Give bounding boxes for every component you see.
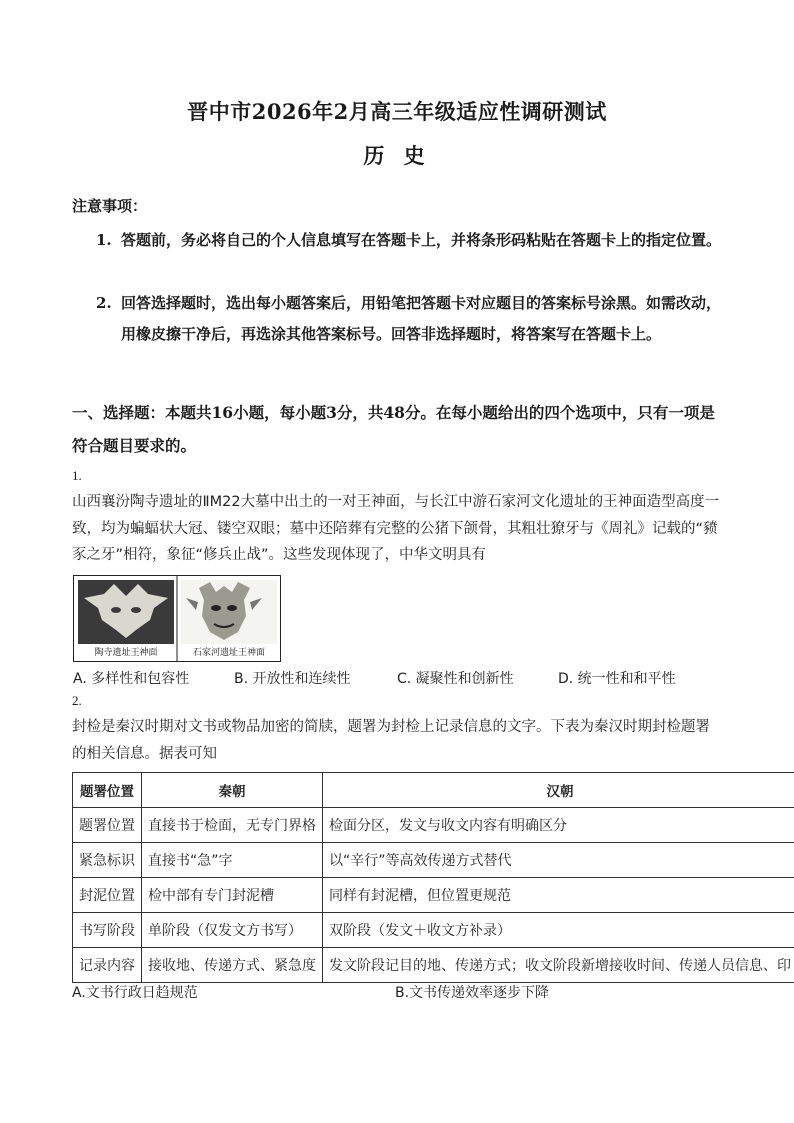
subject-title: 历 史 (363, 143, 431, 168)
table-cell: 直接书“急”字 (142, 843, 323, 878)
notice-item-text: 回答选择题时，选出每小题答案后，用铅笔把答题卡对应题目的答案标号涂黑。如需改动，用橡皮擦干净后，再选涂其他答案标号。回答非选择题时，将答案写在答题卡上。 (121, 294, 722, 343)
table-row (73, 913, 794, 948)
question-number: 2. (72, 693, 82, 708)
god-mask-photos (73, 575, 281, 662)
table-cell: 接收地、传递方式、紧急度 (142, 948, 323, 983)
table-row (73, 808, 794, 843)
question-stem: 山西襄汾陶寺遗址的ⅡM22大墓中出土的一对王神面，与长江中游石家河文化遗址的王神面造型高度一致，均为蝙蝠状大冠、镂空双眼；墓中还陪葬有完整的公猪下颌骨，其粗壮獠牙与《周礼》记载的“豮豕之牙”相符，象征“修兵止战”。这些发现体现了，中华文明具有 (72, 494, 720, 563)
table-row (73, 878, 794, 913)
table-cell: 发文阶段记目的地、传递方式；收文阶段新增接收时间、传递人员信息、印 (323, 948, 794, 983)
question-number: 1. (72, 468, 82, 483)
table-header: 题署位置 (73, 773, 142, 808)
table-cell: 书写阶段 (73, 913, 142, 948)
table-cell: 双阶段（发文＋收文方补录） (323, 913, 794, 948)
notice-item-number: 2. (96, 294, 112, 312)
table-header-row (73, 773, 794, 808)
notice-item-number: 1. (96, 231, 112, 249)
option-c: C. 凝聚性和创新性 (397, 671, 514, 687)
notice-item-text: 答题前，务必将自己的个人信息填写在答题卡上，并将条形码粘贴在答题卡上的指定位置。 (121, 231, 722, 249)
table-cell: 紧急标识 (73, 843, 142, 878)
table-row (73, 843, 794, 878)
option-a: A. 多样性和包容性 (73, 671, 190, 687)
table-cell: 题署位置 (73, 808, 142, 843)
caption-right: 石家河遗址王神面 (192, 648, 265, 658)
table-header: 秦朝 (142, 773, 323, 808)
table-header: 汉朝 (323, 773, 794, 808)
table-cell: 封泥位置 (73, 878, 142, 913)
caption-left: 陶寺遗址王神面 (94, 648, 158, 658)
notice-item-1 (96, 225, 726, 287)
table-cell: 单阶段（仅发文方书写） (142, 913, 323, 948)
table-cell: 以“辛行”等高效传递方式替代 (323, 843, 794, 878)
notice-heading: 注意事项： (72, 197, 148, 215)
table-cell: 检中部有专门封泥槽 (142, 878, 323, 913)
table-cell: 记录内容 (73, 948, 142, 983)
option-a: A.文书行政日趋规范 (72, 985, 198, 1001)
exam-title: 晋中市2026年2月高三年级适应性调研测试 (187, 99, 607, 124)
option-d: D. 统一性和和平性 (558, 671, 676, 687)
table-cell: 检面分区，发文与收文内容有明确区分 (323, 808, 794, 843)
question-stem: 封检是秦汉时期对文书或物品加密的简牍，题署为封检上记录信息的文字。下表为秦汉时期封检题署的相关信息。据表可知 (72, 719, 710, 762)
seal-inscription-table (72, 772, 794, 983)
option-b: B.文书传递效率逐步下降 (395, 985, 550, 1001)
section-heading: 一、选择题：本题共16小题，每小题3分，共48分。在每小题给出的四个选项中，只有一项是符合题目要求的。 (72, 403, 715, 455)
notice-item-2 (96, 288, 726, 381)
table-cell: 直接书于检面，无专门界格 (142, 808, 323, 843)
option-b: B. 开放性和连续性 (234, 671, 351, 687)
table-row (73, 948, 794, 983)
table-cell: 同样有封泥槽，但位置更规范 (323, 878, 794, 913)
